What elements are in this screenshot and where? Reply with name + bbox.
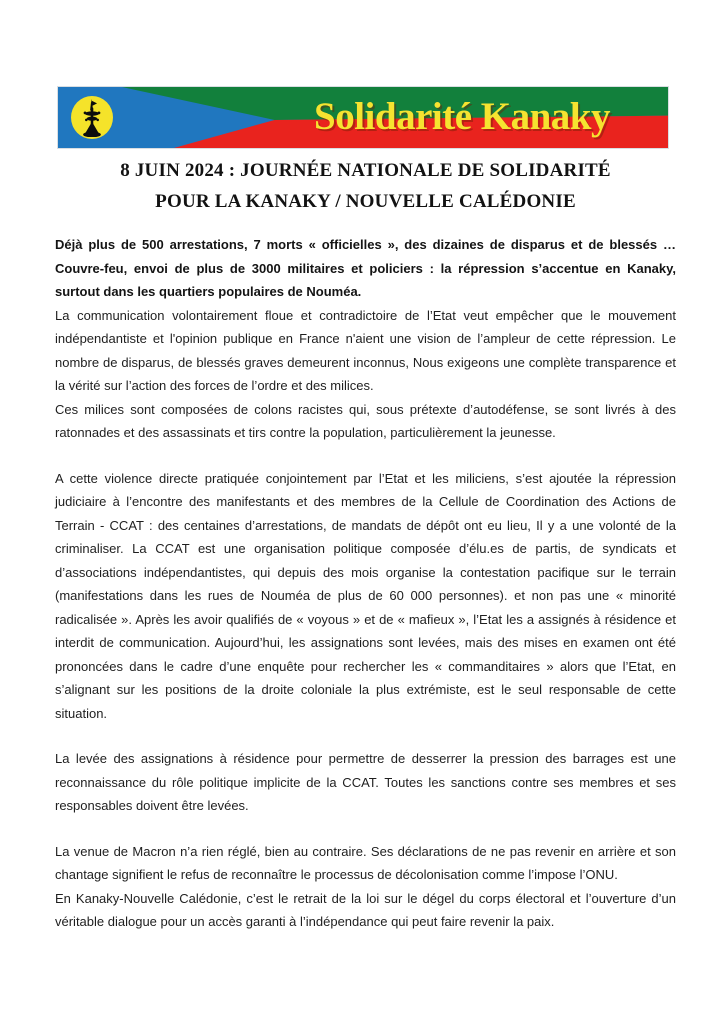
solidarite-kanaky-banner	[58, 87, 668, 148]
page-title-line2: POUR LA KANAKY / NOUVELLE CALÉDONIE	[155, 191, 576, 212]
banner-title: Solidarité Kanaky	[314, 94, 610, 138]
body-paragraph-lead: Déjà plus de 500 arrestations, 7 morts « officielles », des dizaines de disparus et de blessés … Couvre-feu, envoi de plus de 3000 militaires et policiers : la répression s’accentue en Kanaky, surtout dans les quartiers populaires de Nouméa.	[55, 237, 676, 299]
flag-yellow-disc	[71, 96, 113, 139]
article-body	[55, 233, 676, 934]
body-paragraph: La levée des assignations à résidence pour permettre de desserrer la pression des barrages est une reconnaissance du rôle politique implicite de la CCAT. Toutes les sanctions contre ses membres et ses responsables doivent être levées.	[55, 751, 676, 813]
body-paragraph: La venue de Macron n’a rien réglé, bien au contraire. Ses déclarations de ne pas revenir en arrière et son chantage signifient le refus de reconnaître le processus de décolonisation comme l’impose l’ONU.	[55, 843, 676, 882]
document-content	[55, 155, 676, 934]
body-paragraph: La communication volontairement floue et contradictoire de l’Etat veut empêcher que le mouvement indépendantiste et l'opinion publique en France n'aient une vision de l’ampleur de cette répression. Le nombre de disparus, de blessés graves demeurent inconnus, Nous exigeons une complète transparence et la vérité sur l’action des forces de l’ordre et des milices.	[55, 307, 676, 393]
page-title	[55, 155, 676, 217]
body-paragraph: En Kanaky-Nouvelle Calédonie, c’est le retrait de la loi sur le dégel du corps électoral et l’ouverture d’un véritable dialogue pour un accès garanti à l’indépendance qui peut faire revenir la paix.	[55, 890, 676, 929]
page-title-line1: 8 JUIN 2024 : JOURNÉE NATIONALE DE SOLIDARITÉ	[120, 160, 611, 181]
body-paragraph: A cette violence directe pratiquée conjointement par l’Etat et les miliciens, s’est ajoutée la répression judiciaire à l’encontre des manifestants et des membres de la Cellule de Coordination des Actions de Terrain - CCAT : des centaines d’arrestations, de mandats de dépôt ont eu lieu, Il y a une volonté de la criminaliser. La CCAT est une organisation politique composée d’élu.es de partis, de syndicats et d’associations indépendantistes, qui depuis des mois organise la contestation pacifique sur le terrain (manifestations dans les rues de Nouméa de plus de 60 000 personnes). et non pas une « minorité radicalisée ». Après les avoir qualifiés de « voyous » et de « mafieux », l’Etat les a assignés à résidence et interdit de communication. Aujourd’hui, les assignations sont levées, mais des mises en examen ont été prononcées dans le cadre d’une enquête pour rechercher les « commanditaires » alors que l’Etat, en s’alignant sur les positions de la droite coloniale la plus extrémiste, est le seul responsable de cette situation.	[55, 470, 676, 721]
body-paragraph: Ces milices sont composées de colons racistes qui, sous prétexte d’autodéfense, se sont livrés à des ratonnades et des assassinats et tirs contre la population, particulièrement la jeunesse.	[55, 401, 676, 440]
kanak-totem-icon	[75, 99, 109, 137]
